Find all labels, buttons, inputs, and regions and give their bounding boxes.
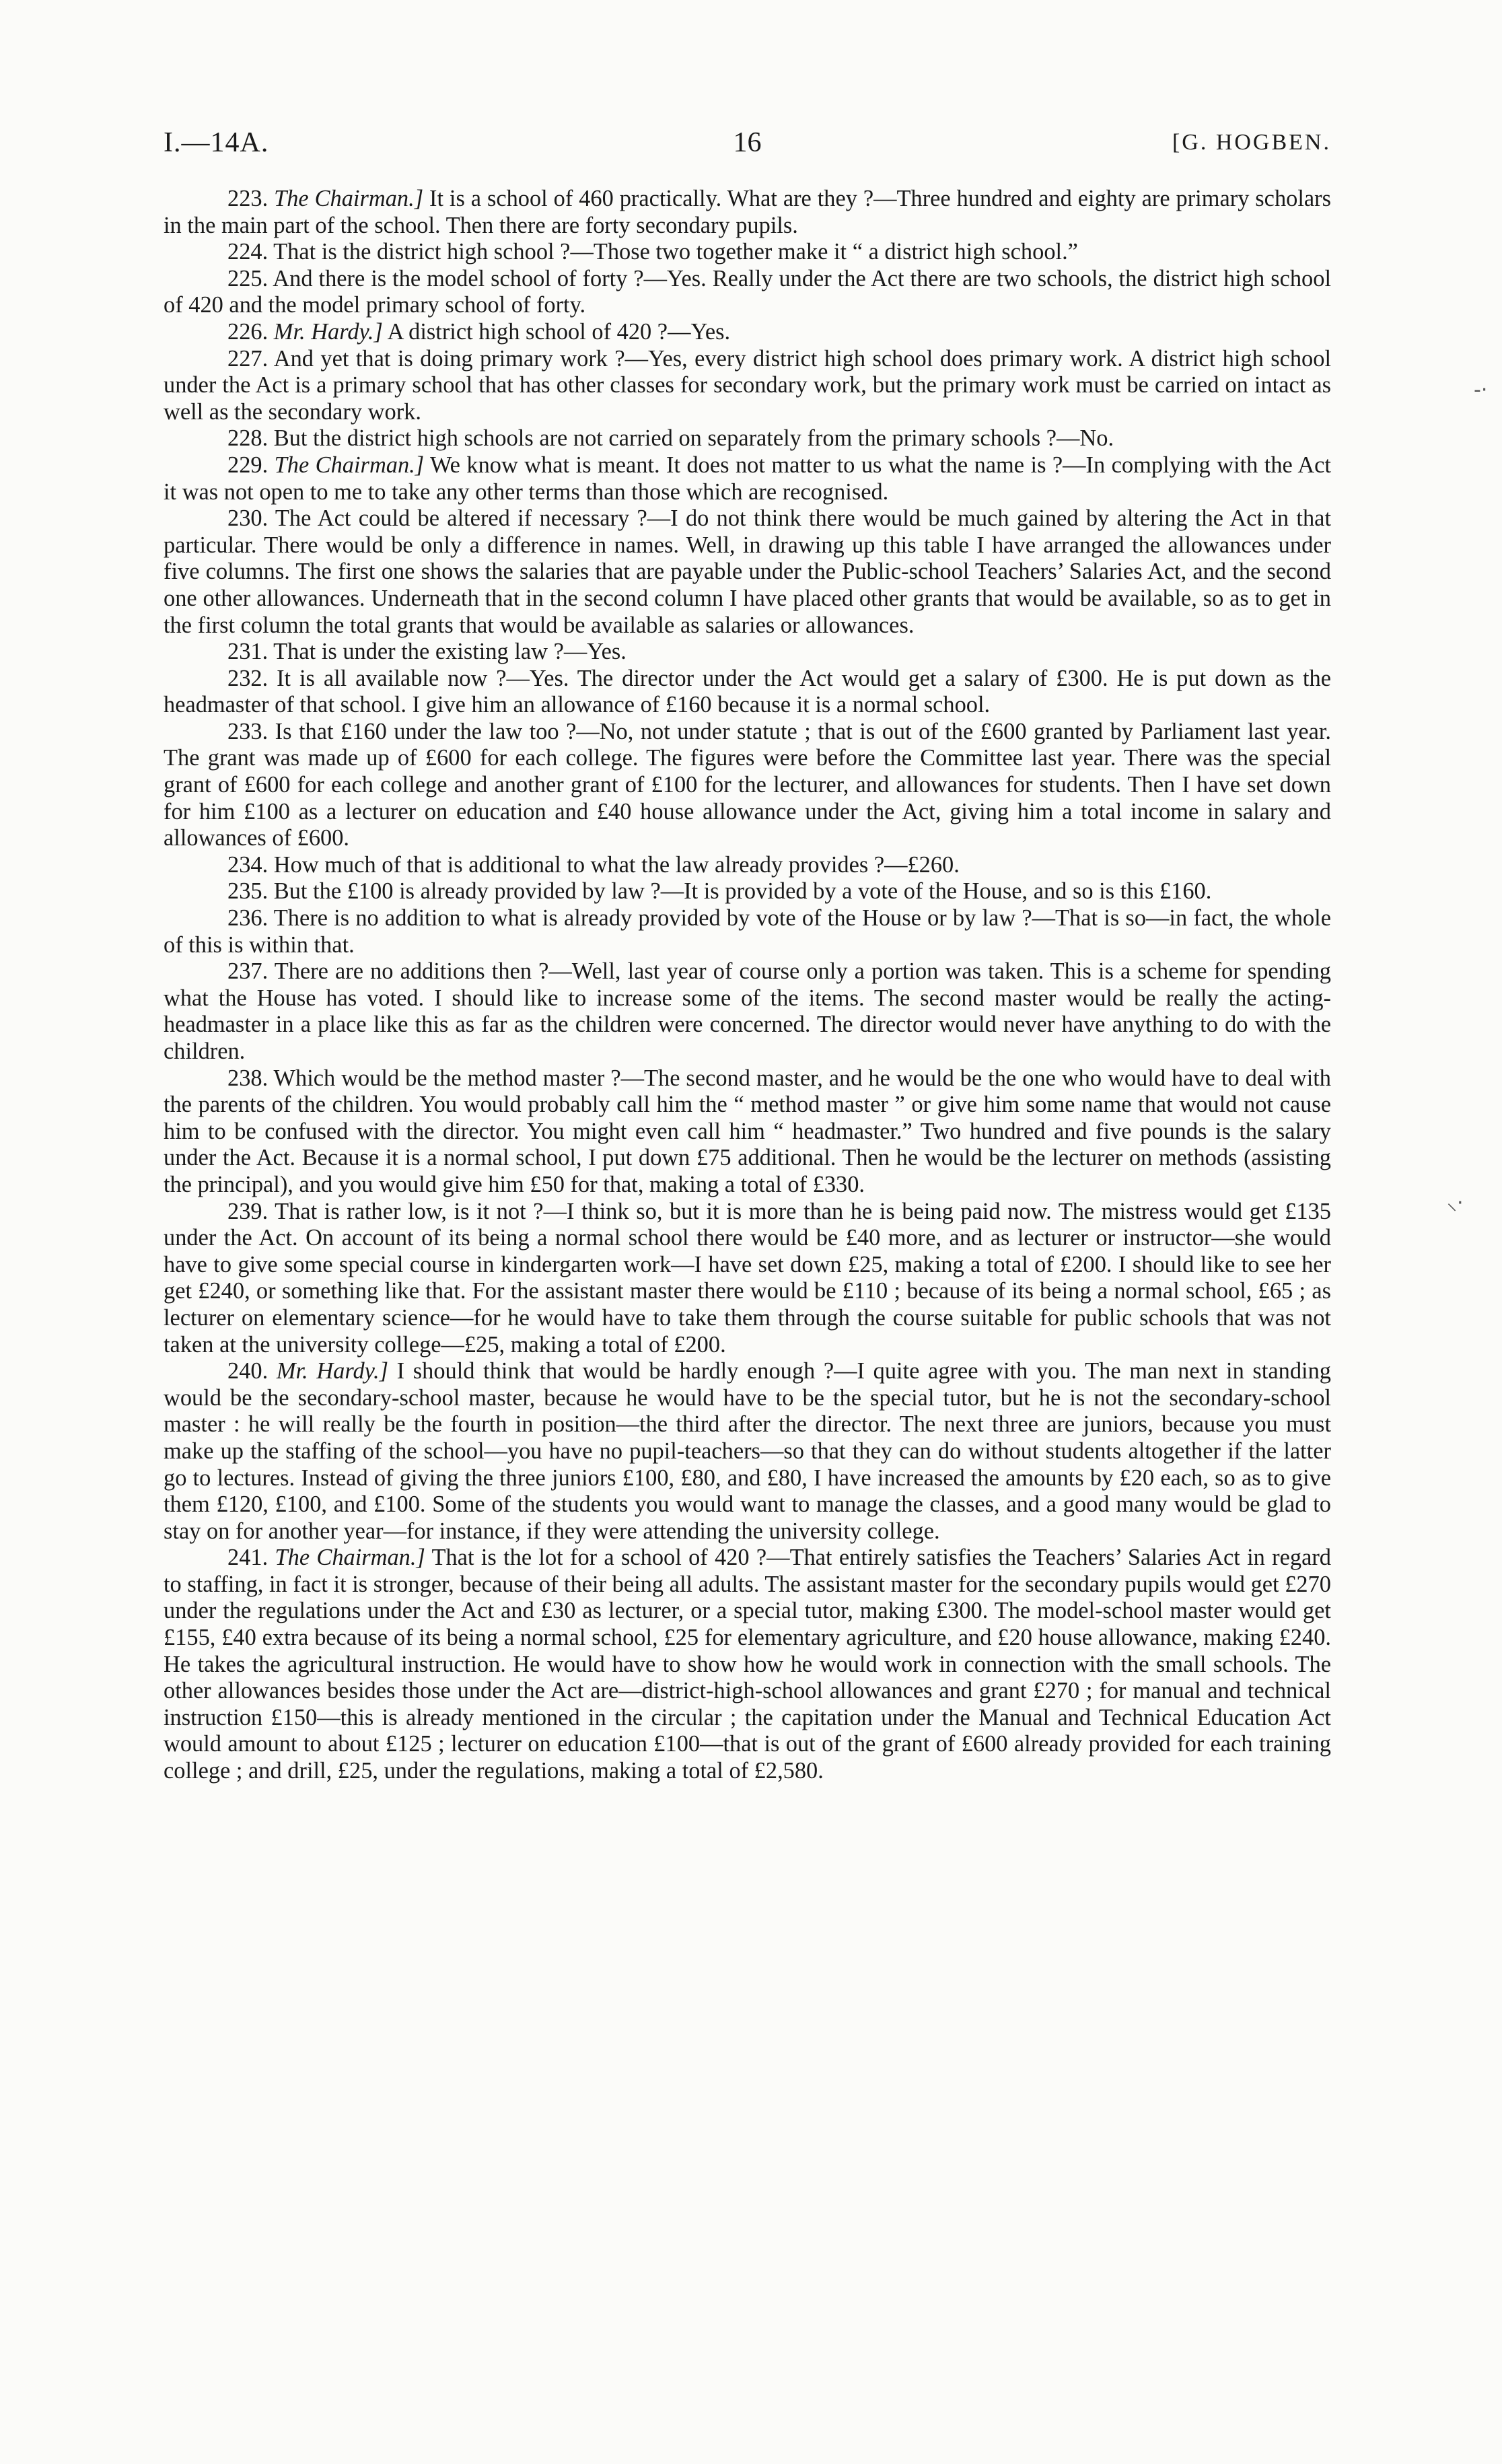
witness-name: [G. HOGBEN.	[1172, 130, 1331, 155]
question-number: 238.	[227, 1065, 269, 1091]
question-paragraph	[164, 1545, 1331, 1784]
speaker-label: The Chairman.]	[274, 452, 425, 478]
question-paragraph	[164, 639, 1331, 666]
paragraph-text: We know what is meant. It does not matter to us what the name is ?—In complying with the Act it was not open to me to take any other terms than those which are recognised.	[164, 452, 1331, 505]
question-number: 225.	[227, 265, 269, 291]
question-paragraph	[164, 1065, 1331, 1199]
question-paragraph	[164, 505, 1331, 639]
question-number: 234.	[227, 851, 269, 878]
document-body	[164, 186, 1331, 1785]
question-paragraph	[164, 239, 1331, 266]
paragraph-text: But the £100 is already provided by law ?—It is provided by a vote of the House, and so is this £160.	[273, 878, 1212, 905]
paragraph-text: But the district high schools are not carried on separately from the primary schools ?—No.	[273, 425, 1114, 452]
question-number: 226.	[227, 318, 269, 345]
question-number: 228.	[227, 425, 269, 452]
page-number: 16	[733, 127, 762, 158]
paragraph-text: Is that £160 under the law too ?—No, not under statute ; that is out of the £600 granted by Parliament last year. The grant was made up of £600 for each college. The figures were before the Committee last year. There was the special grant of £600 for each college and another grant of £100 for the lecturer, and allowances for students. Then I have set down for him £100 as a lecturer on education and £40 house allowance under the Act, giving him a total income in salary and allowances of £600.	[164, 718, 1331, 851]
paragraph-text: I should think that would be hardly enough ?—I quite agree with you. The man next in standing would be the secondary-school master, because he would have to be the special tutor, but he is not the secondary-school master : he will really be the fourth in position—the third after the director. The next three are juniors, because you must make up the staffing of the school—you have no pupil-teachers—so that they can do without students altogether if the latter go to lectures. Instead of giving the three juniors £100, £80, and £80, I have increased the amounts by £20 each, so as to give them £120, £100, and £100. Some of the students you would want to manage the classes, and a good many would be glad to stay on for another year—for instance, if they were attending the university college.	[164, 1358, 1331, 1544]
question-paragraph	[164, 852, 1331, 879]
question-paragraph	[164, 958, 1331, 1065]
question-paragraph	[164, 1358, 1331, 1545]
question-paragraph	[164, 266, 1331, 319]
question-number: 230.	[227, 505, 269, 532]
document-reference: I.—14A.	[164, 127, 269, 158]
question-paragraph	[164, 719, 1331, 852]
margin-tick-mark: ⸜·	[1447, 1191, 1464, 1215]
question-number: 229.	[227, 452, 269, 478]
paragraph-text: That is the district high school ?—Those two together make it “ a district high school.”	[273, 239, 1078, 265]
question-number: 233.	[227, 718, 269, 744]
paragraph-text: How much of that is additional to what the law already provides ?—£260.	[273, 851, 960, 878]
paragraph-text: Which would be the method master ?—The second master, and he would be the one who would have to deal with the parents of the children. You would probably call him the “ method master ” or give him some name that would not cause him to be confused with the director. You might even call him “ headmaster.” Two hundred and five pounds is the salary under the Act. Because it is a normal school, I put down £75 additional. Then he would be the lecturer on methods (assisting the principal), and you would give him £50 for that, making a total of £330.	[164, 1065, 1331, 1197]
paragraph-text: That is the lot for a school of 420 ?—That entirely satisfies the Teachers’ Salaries Act in regard to staffing, in fact it is stronger, because of their being all adults. The assistant master for the secondary pupils would get £270 under the regulations under the Act and £30 as lecturer, or a special tutor, making £300. The model-school master would get £155, £40 extra because of its being a normal school, £25 for elementary agriculture, and £20 house allowance, making £240. He takes the agricultural instruction. He would have to show how he would work in connection with the small schools. The other allowances besides those under the Act are—district-high-school allowances and grant £270 ; for manual and technical instruction £150—this is already mentioned in the circular ; the capitation under the Manual and Technical Education Act would amount to about £125 ; lecturer on education £100—that is out of the grant of £600 already provided for each training college ; and drill, £25, under the regulations, making a total of £2,580.	[164, 1545, 1331, 1784]
speaker-label: Mr. Hardy.]	[273, 318, 383, 345]
paragraph-text: That is rather low, is it not ?—I think so, but it is more than he is being paid now. The mistress would get £135 under the Act. On account of its being a normal school there would be £40 more, and as lecturer or instructor—she would have to give some special course in kindergarten work—I have set down £25, making a total of £200. I should like to see her get £240, or something like that. For the assistant master there would be £110 ; because of its being a normal school, £65 ; as lecturer on elementary science—for he would have to take them through the course suitable for public schools that was not taken at the university college—£25, making a total of £200.	[164, 1198, 1331, 1358]
speaker-label: Mr. Hardy.]	[276, 1358, 388, 1384]
paragraph-text: The Act could be altered if necessary ?—I do not think there would be much gained by altering the Act in that particular. There would be only a difference in names. Well, in drawing up this table I have arranged the allowances under five columns. The first one shows the salaries that are payable under the Public-school Teachers’ Salaries Act, and the second one other allowances. Underneath that in the second column I have placed other grants that would be available, so as to get in the first column the total grants that would be available as salaries or allowances.	[164, 505, 1331, 638]
question-number: 224.	[227, 239, 269, 265]
question-paragraph	[164, 666, 1331, 719]
paragraph-text: And there is the model school of forty ?—Yes. Really under the Act there are two schools, the district high school of 420 and the model primary school of forty.	[164, 265, 1332, 318]
question-number: 235.	[227, 878, 269, 905]
question-paragraph	[164, 319, 1331, 346]
question-number: 237.	[227, 958, 269, 985]
margin-dash-mark: -·	[1474, 378, 1488, 402]
question-number: 231.	[227, 639, 269, 665]
question-number: 227.	[227, 345, 269, 372]
question-paragraph	[164, 905, 1331, 958]
question-number: 239.	[227, 1198, 269, 1224]
paragraph-text: That is under the existing law ?—Yes.	[273, 639, 627, 665]
question-number: 240.	[227, 1358, 269, 1384]
page-header	[164, 122, 1331, 163]
question-paragraph	[164, 346, 1331, 426]
question-number: 241.	[227, 1545, 269, 1571]
question-paragraph	[164, 878, 1331, 905]
paragraph-text: There is no addition to what is already provided by vote of the House or by law ?—That is so—in fact, the whole of this is within that.	[164, 905, 1331, 958]
question-paragraph	[164, 1199, 1331, 1359]
speaker-label: The Chairman.]	[275, 1545, 425, 1571]
paragraph-text: It is a school of 460 practically. What are they ?—Three hundred and eighty are primary scholars in the main part of the school. Then there are forty secondary pupils.	[164, 186, 1331, 238]
question-number: 232.	[227, 665, 269, 691]
paragraph-text: There are no additions then ?—Well, last year of course only a portion was taken. This is a scheme for spending what the House has voted. I should like to increase some of the items. The second master would be really the acting-headmaster in a place like this as far as the children were concerned. The director would never have anything to do with the children.	[164, 958, 1331, 1064]
question-paragraph	[164, 186, 1331, 239]
question-number: 236.	[227, 905, 269, 931]
paragraph-text: It is all available now ?—Yes. The director under the Act would get a salary of £300. He is put down as the headmaster of that school. I give him an allowance of £160 because it is a normal school.	[164, 665, 1331, 718]
question-paragraph	[164, 452, 1331, 505]
speaker-label: The Chairman.]	[274, 186, 424, 211]
question-paragraph	[164, 425, 1331, 452]
paragraph-text: And yet that is doing primary work ?—Yes, every district high school does primary work. A district high school under the Act is a primary school that has other classes for secondary work, but the primary work must be carried on intact as well as the secondary work.	[164, 345, 1332, 425]
paragraph-text: A district high school of 420 ?—Yes.	[382, 318, 731, 345]
question-number: 223.	[227, 186, 269, 211]
